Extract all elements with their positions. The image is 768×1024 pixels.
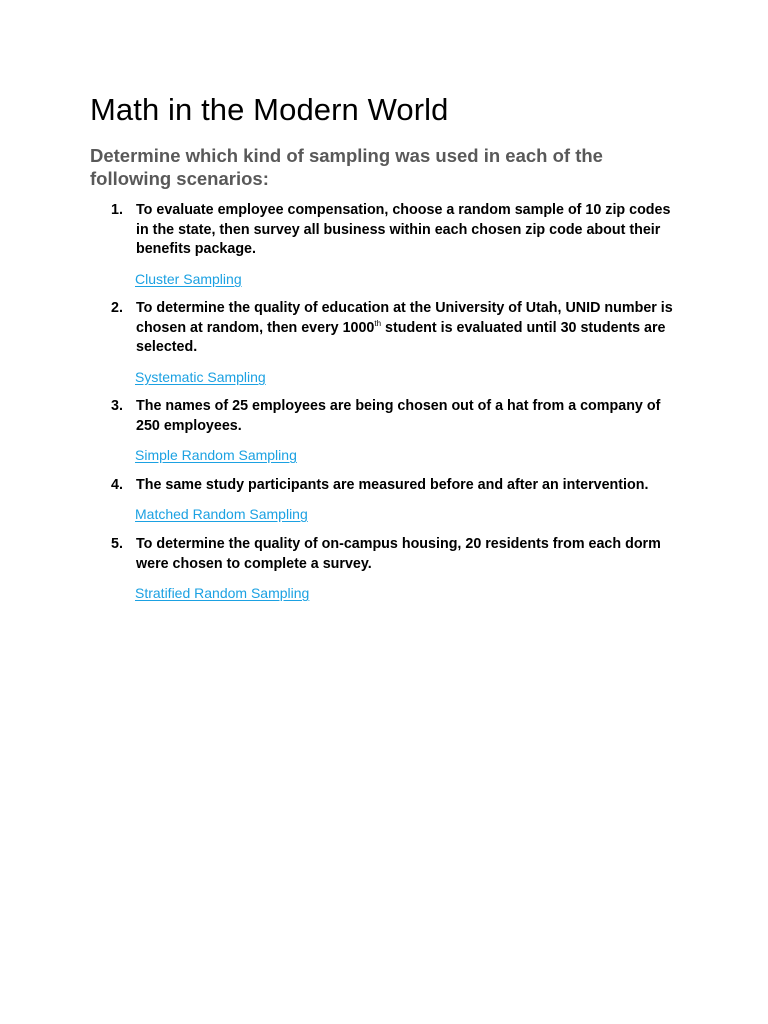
question-3 [111,397,681,436]
question-text-part: student is evaluated until 30 students are selected. [136,319,666,355]
answer-link-2[interactable]: Systematic Sampling [135,369,266,385]
question-2 [111,299,681,358]
question-text-part: To determine the quality of education at the University of Utah, UNID number is chosen at random, then every 1000 [136,300,673,336]
question-text: The same study participants are measured before and after an intervention. [136,477,649,493]
question-number: 1. [111,202,123,218]
answer-link-3[interactable]: Simple Random Sampling [135,447,297,463]
page-title: Math in the Modern World [90,92,449,127]
question-4 [111,476,681,496]
question-text: To determine the quality of on-campus housing, 20 residents from each dorm were chosen to complete a survey. [136,536,661,572]
ordinal-superscript: th [374,318,382,328]
answer-link-5[interactable]: Stratified Random Sampling [135,585,310,601]
question-number: 2. [111,300,123,316]
question-1 [111,201,681,260]
question-5 [111,535,681,574]
question-text [136,299,681,358]
question-number: 3. [111,398,123,414]
question-number: 5. [111,536,123,552]
question-text: To evaluate employee compensation, choose a random sample of 10 zip codes in the state, then survey all business within each chosen zip code about their benefits package. [136,202,671,257]
answer-link-4[interactable]: Matched Random Sampling [135,506,308,522]
page-subtitle: Determine which kind of sampling was used in each of the following scenarios: [90,145,603,189]
question-number: 4. [111,477,123,493]
question-text: The names of 25 employees are being chosen out of a hat from a company of 250 employees. [136,398,661,434]
answer-link-1[interactable]: Cluster Sampling [135,271,242,287]
